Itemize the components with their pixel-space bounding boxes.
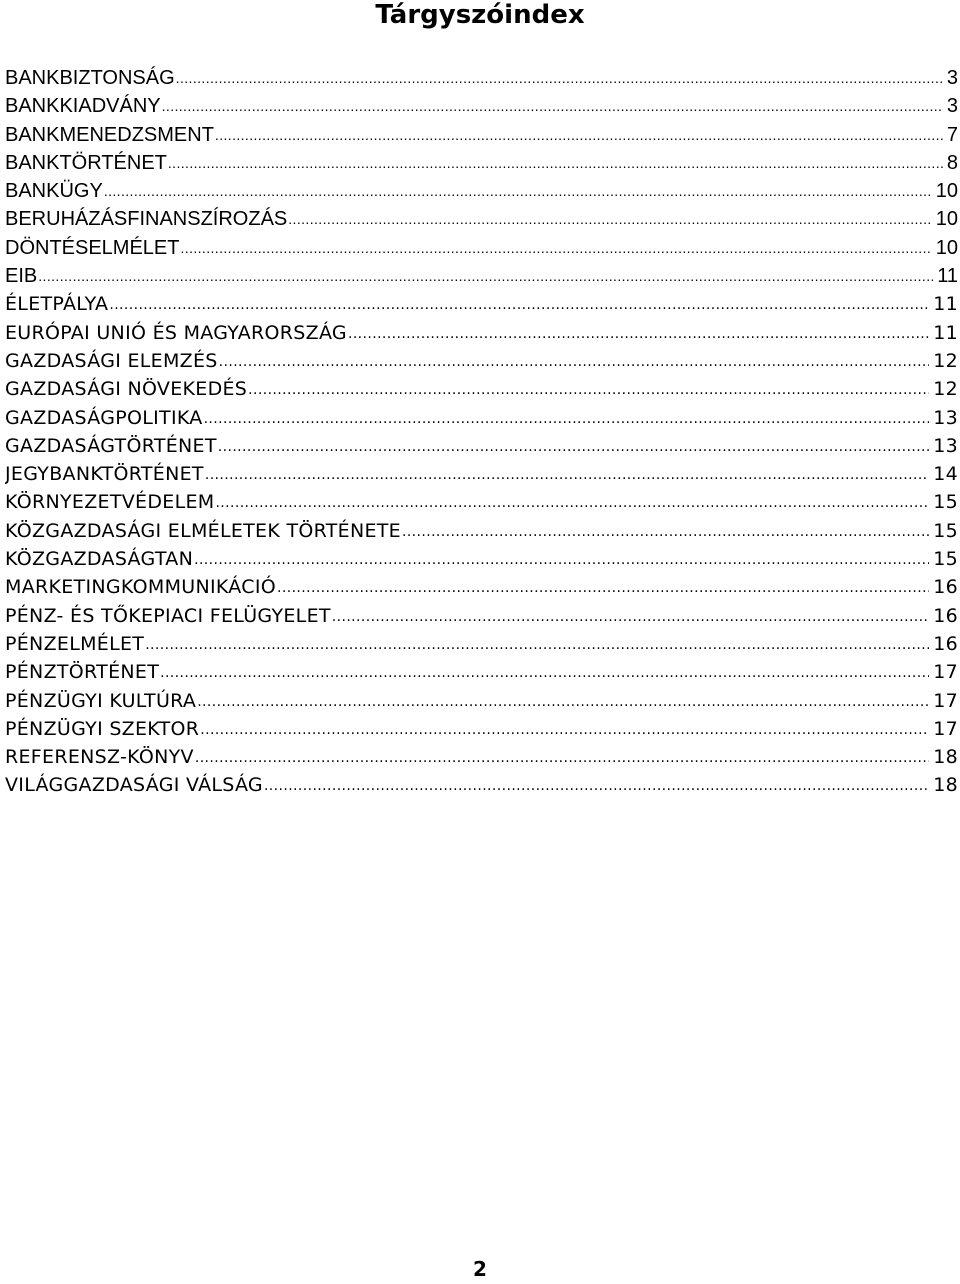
dot-leader — [277, 573, 929, 601]
dot-leader — [402, 517, 929, 545]
index-page-number: 10 — [935, 208, 958, 231]
index-page-number: 16 — [933, 576, 958, 599]
dot-leader — [264, 771, 929, 799]
index-page-number: 11 — [937, 265, 958, 288]
dot-leader — [348, 319, 929, 347]
index-term: PÉNZ- ÉS TŐKEPIACI FELÜGYELET — [5, 604, 331, 627]
index-entry[interactable] — [5, 92, 958, 120]
subject-index-list — [5, 64, 958, 800]
dot-leader — [109, 290, 929, 318]
index-term: BANKBIZTONSÁG — [5, 67, 175, 89]
index-entry[interactable] — [5, 319, 958, 347]
index-term: GAZDASÁGPOLITIKA — [5, 406, 203, 429]
dot-leader — [160, 658, 929, 686]
index-page-number: 7 — [946, 123, 958, 146]
index-term: PÉNZTÖRTÉNET — [5, 661, 160, 684]
index-page-number: 18 — [933, 774, 958, 797]
index-entry[interactable] — [5, 149, 958, 177]
dot-leader — [197, 687, 929, 715]
dot-leader — [200, 715, 929, 743]
index-page-number: 8 — [946, 151, 958, 174]
index-term: DÖNTÉSELMÉLET — [5, 236, 180, 259]
index-term: BANKKIADVÁNY — [5, 95, 161, 118]
dot-leader — [168, 149, 943, 177]
index-entry[interactable] — [5, 177, 958, 205]
index-term: BERUHÁZÁSFINANSZÍROZÁS — [5, 208, 288, 231]
index-entry[interactable] — [5, 687, 958, 715]
dot-leader — [145, 630, 929, 658]
index-entry[interactable] — [5, 771, 958, 799]
index-entry[interactable] — [5, 64, 958, 92]
index-entry[interactable] — [5, 658, 958, 686]
index-entry[interactable] — [5, 517, 958, 545]
index-term: KÖZGAZDASÁGI ELMÉLETEK TÖRTÉNETE — [5, 519, 401, 542]
dot-leader — [195, 743, 929, 771]
index-page-number: 18 — [933, 746, 958, 769]
index-page-number: 11 — [933, 321, 958, 344]
index-entry[interactable] — [5, 234, 958, 262]
index-entry[interactable] — [5, 460, 958, 488]
dot-leader — [204, 404, 930, 432]
index-term: KÖRNYEZETVÉDELEM — [5, 491, 215, 514]
index-page-number: 11 — [933, 293, 958, 316]
index-page-number: 13 — [933, 434, 958, 457]
index-entry[interactable] — [5, 715, 958, 743]
index-term: JEGYBANKTÖRTÉNET — [5, 463, 204, 486]
index-term: GAZDASÁGTÖRTÉNET — [5, 434, 217, 457]
index-entry[interactable] — [5, 573, 958, 601]
index-entry[interactable] — [5, 121, 958, 149]
index-page-number: 15 — [933, 491, 958, 514]
index-entry[interactable] — [5, 432, 958, 460]
index-term: EIB — [5, 265, 38, 288]
index-term: GAZDASÁGI ELEMZÉS — [5, 349, 218, 372]
index-term: EURÓPAI UNIÓ ÉS MAGYARORSZÁG — [5, 321, 347, 344]
index-term: KÖZGAZDASÁGTAN — [5, 548, 194, 571]
index-page-number: 15 — [933, 548, 958, 571]
index-page-number: 16 — [933, 604, 958, 627]
index-entry[interactable] — [5, 545, 958, 573]
dot-leader — [162, 92, 943, 120]
index-entry[interactable] — [5, 488, 958, 516]
index-term: GAZDASÁGI NÖVEKEDÉS — [5, 378, 248, 401]
index-term: BANKÜGY — [5, 180, 103, 203]
index-term: BANKMENEDZSMENT — [5, 123, 214, 146]
index-term: BANKTÖRTÉNET — [5, 151, 167, 174]
dot-leader — [248, 375, 929, 403]
dot-leader — [205, 460, 929, 488]
dot-leader — [215, 488, 929, 516]
index-page-number: 14 — [933, 463, 958, 486]
index-term: PÉNZÜGYI KULTÚRA — [5, 689, 197, 712]
dot-leader — [104, 177, 932, 205]
dot-leader — [176, 64, 943, 92]
index-entry[interactable] — [5, 602, 958, 630]
index-entry[interactable] — [5, 205, 958, 233]
index-page-number: 16 — [933, 632, 958, 655]
index-page-number: 12 — [933, 349, 958, 372]
index-page-number: 17 — [933, 717, 958, 740]
index-page-number: 13 — [933, 406, 958, 429]
index-entry[interactable] — [5, 262, 958, 290]
dot-leader — [219, 347, 930, 375]
dot-leader — [215, 121, 943, 149]
dot-leader — [38, 262, 933, 290]
index-entry[interactable] — [5, 404, 958, 432]
index-entry[interactable] — [5, 743, 958, 771]
index-page-number: 10 — [935, 180, 958, 203]
index-page-number: 15 — [933, 519, 958, 542]
page-title: Tárgyszóindex — [375, 0, 585, 30]
index-term: PÉNZELMÉLET — [5, 632, 145, 655]
index-page-number: 3 — [946, 67, 958, 89]
index-entry[interactable] — [5, 630, 958, 658]
dot-leader — [180, 234, 931, 262]
index-term: VILÁGGAZDASÁGI VÁLSÁG — [5, 774, 263, 797]
index-entry[interactable] — [5, 290, 958, 318]
index-entry[interactable] — [5, 375, 958, 403]
index-page-number: 10 — [935, 236, 958, 259]
dot-leader — [194, 545, 929, 573]
index-term: ÉLETPÁLYA — [5, 293, 109, 316]
dot-leader — [218, 432, 929, 460]
index-page-number: 17 — [933, 661, 958, 684]
index-term: MARKETINGKOMMUNIKÁCIÓ — [5, 576, 277, 599]
page-number: 2 — [473, 1257, 487, 1281]
index-term: PÉNZÜGYI SZEKTOR — [5, 717, 200, 740]
index-page-number: 3 — [946, 95, 958, 118]
index-page-number: 12 — [933, 378, 958, 401]
dot-leader — [288, 205, 931, 233]
dot-leader — [332, 602, 929, 630]
index-entry[interactable] — [5, 347, 958, 375]
index-term: REFERENSZ-KÖNYV — [5, 746, 194, 769]
index-page-number: 17 — [933, 689, 958, 712]
